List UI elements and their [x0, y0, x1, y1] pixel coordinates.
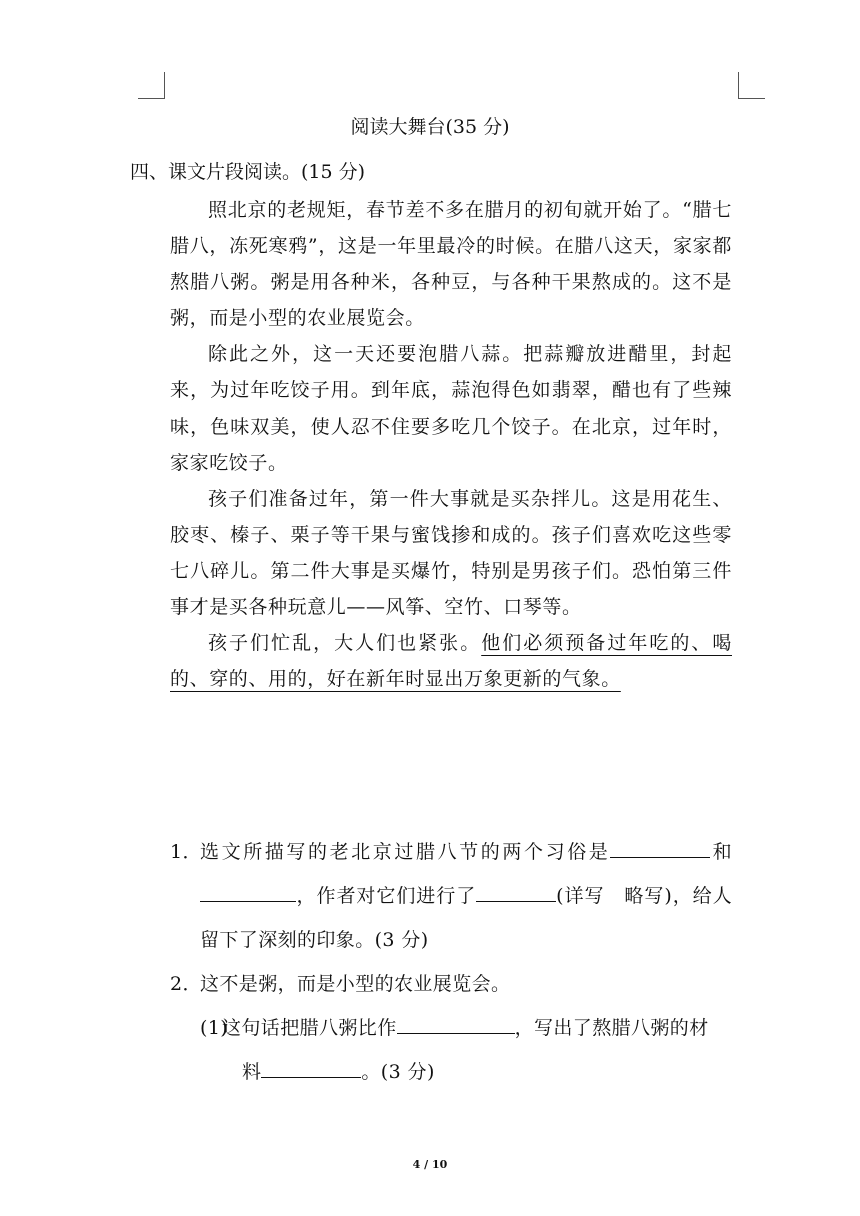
question-2 [170, 962, 732, 1006]
questions [170, 830, 732, 1094]
answer-blank-2-1a[interactable] [397, 1013, 515, 1034]
question-1-text-a: 选文所描写的老北京过腊八节的两个习俗是 [200, 841, 611, 863]
page-title: 阅读大舞台(35 分) [350, 116, 510, 138]
question-1-text-b: 和 [710, 841, 732, 863]
reading-passage [170, 192, 732, 697]
answer-blank-1c[interactable] [476, 881, 556, 902]
passage-paragraph-2: 除此之外，这一天还要泡腊八蒜。把蒜瓣放进醋里，封起来，为过年吃饺子用。到年底，蒜泡得色如翡翠，醋也有了些辣味，色味双美，使人忍不住要多吃几个饺子。在北京，过年时，家家吃饺子。 [170, 343, 732, 474]
crop-mark-top-right [738, 72, 765, 99]
answer-blank-1b[interactable] [200, 881, 296, 902]
answer-blank-2-1b[interactable] [261, 1057, 361, 1078]
passage-paragraph-1: 照北京的老规矩，春节差不多在腊月的初旬就开始了。“腊七腊八，冻死寒鸦”，这是一年里最冷的时候。在腊八这天，家家都熬腊八粥。粥是用各种米，各种豆，与各种干果熬成的。这不是粥，而是小型的农业展览会。 [170, 199, 732, 330]
question-2-sub-1-text-a: 这句话把腊八粥比作 [222, 1017, 397, 1039]
passage-paragraph-3: 孩子们准备过年，第一件大事就是买杂拌儿。这是用花生、胶枣、榛子、栗子等干果与蜜饯掺和成的。孩子们喜欢吃这些零七八碎儿。第二件大事是买爆竹，特别是男孩子们。恐怕第三件事才是买各种玩意儿——风筝、空竹、口琴等。 [170, 487, 732, 619]
question-2-sub-1-text-d: 。(3 分) [361, 1061, 435, 1083]
question-2-sub-1-text-c: 料 [242, 1061, 262, 1083]
question-2-sub-1 [170, 1006, 732, 1094]
section-heading-label: 四、课文片段阅读。 [130, 161, 302, 183]
question-2-text: 这不是粥，而是小型的农业展览会。 [200, 973, 511, 995]
crop-mark-top-left [138, 72, 165, 99]
page-number: 4 / 10 [412, 1158, 448, 1171]
question-1-number: 1． [170, 841, 202, 863]
answer-blank-1a[interactable] [610, 837, 710, 858]
question-1-text-d: (详写 略写)，给人留下了深刻的印象。(3 分) [200, 885, 733, 951]
question-2-sub-1-number: (1) [200, 1017, 229, 1039]
underlined-sentence: 他们必须预备过年吃的、喝的、穿的、用的，好在新年时显出万象更新的气象。 [170, 632, 732, 691]
passage-paragraph-4-plain: 孩子们忙乱，大人们也紧张。 [208, 632, 482, 655]
passage-paragraph-4 [170, 625, 732, 697]
question-1 [170, 830, 732, 962]
section-heading [130, 157, 365, 187]
question-2-number: 2． [170, 973, 202, 995]
question-1-text-c: ，作者对它们进行了 [296, 885, 477, 907]
section-score: (15 分) [301, 161, 366, 183]
question-2-sub-1-text-b: ，写出了熬腊八粥的材 [514, 1017, 709, 1039]
question-2-sub-1-continuation [222, 1050, 732, 1094]
